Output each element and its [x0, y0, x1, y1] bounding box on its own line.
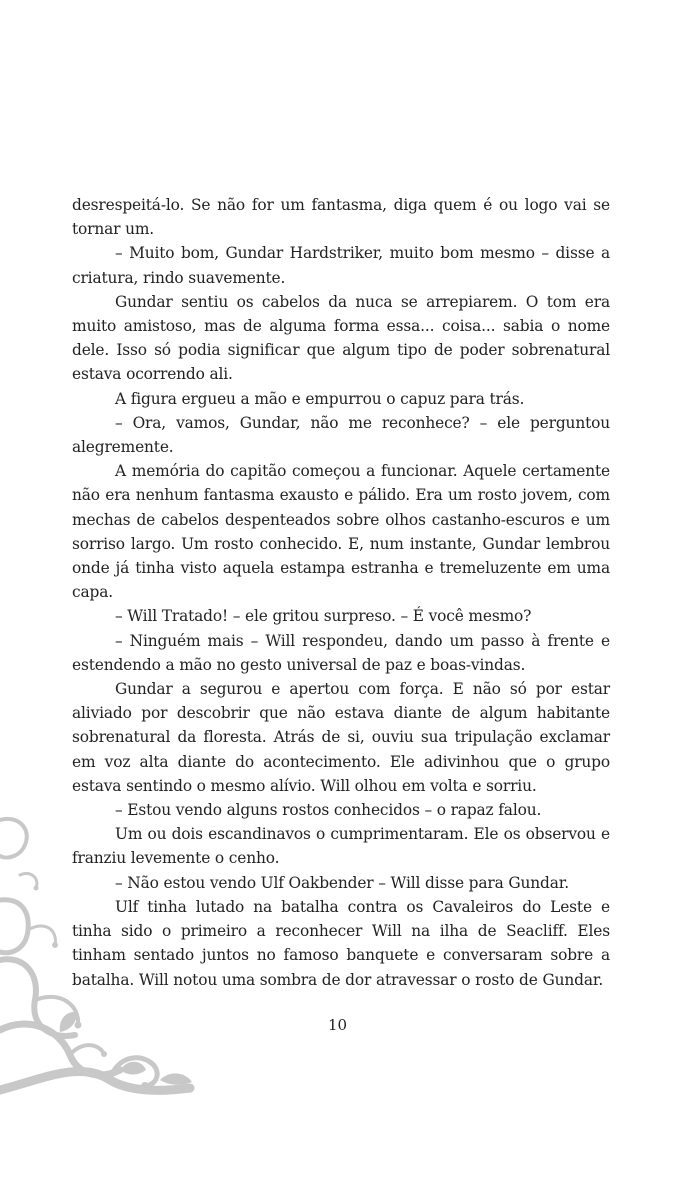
paragraph: A memória do capitão começou a funcionar. Aquele certamente não era nenhum fantasma exausto e pálido. Era um rosto jovem, com mechas de cabelos despenteados sobre olhos castanho-escuros e um sorriso largo. Um rosto conhecido. E, num instante, Gundar lembrou onde já tinha visto aquela estampa estranha e tremeluzente em uma capa.: [72, 462, 610, 602]
paragraph: Um ou dois escandinavos o cumprimentaram. Ele os observou e franziu levemente o cenho.: [72, 825, 610, 868]
paragraph: – Muito bom, Gundar Hardstriker, muito bom mesmo – disse a criatura, rindo suavemente.: [72, 244, 610, 287]
paragraph: – Will Tratado! – ele gritou surpreso. – É você mesmo?: [115, 607, 532, 626]
paragraph: Ulf tinha lutado na batalha contra os Cavaleiros do Leste e tinha sido o primeiro a reconhecer Will na ilha de Seacliff. Eles tinham sentado juntos no famoso banquete e conversaram sobre a batalha. Will notou uma sombra de dor atravessar o rosto de Gundar.: [72, 897, 610, 989]
body-text: [72, 193, 610, 992]
paragraph: – Estou vendo alguns rostos conhecidos – o rapaz falou.: [115, 801, 542, 820]
paragraph: – Ninguém mais – Will respondeu, dando um passo à frente e estendendo a mão no gesto universal de paz e boas-vindas.: [72, 631, 610, 674]
paragraph: – Não estou vendo Ulf Oakbender – Will disse para Gundar.: [115, 873, 570, 892]
page-number: 10: [327, 1016, 348, 1034]
paragraph: Gundar sentiu os cabelos da nuca se arrepiarem. O tom era muito amistoso, mas de alguma forma essa... coisa... sabia o nome dele. Isso só podia significar que algum tipo de poder sobrenatural estava ocorrendo ali.: [72, 292, 610, 384]
paragraph: Gundar a segurou e apertou com força. E não só por estar aliviado por descobrir que não estava diante de algum habitante sobrenatural da floresta. Atrás de si, ouviu sua tripulação exclamar em voz alta diante do acontecimento. Ele adivinhou que o grupo estava sentindo o mesmo alívio. Will olhou em volta e sorriu.: [72, 680, 610, 795]
paragraph: A figura ergueu a mão e empurrou o capuz para trás.: [115, 389, 525, 408]
paragraph: desrespeitá-lo. Se não for um fantasma, diga quem é ou logo vai se tornar um.: [72, 196, 610, 239]
paragraph: – Ora, vamos, Gundar, não me reconhece? – ele perguntou alegremente.: [72, 413, 610, 457]
